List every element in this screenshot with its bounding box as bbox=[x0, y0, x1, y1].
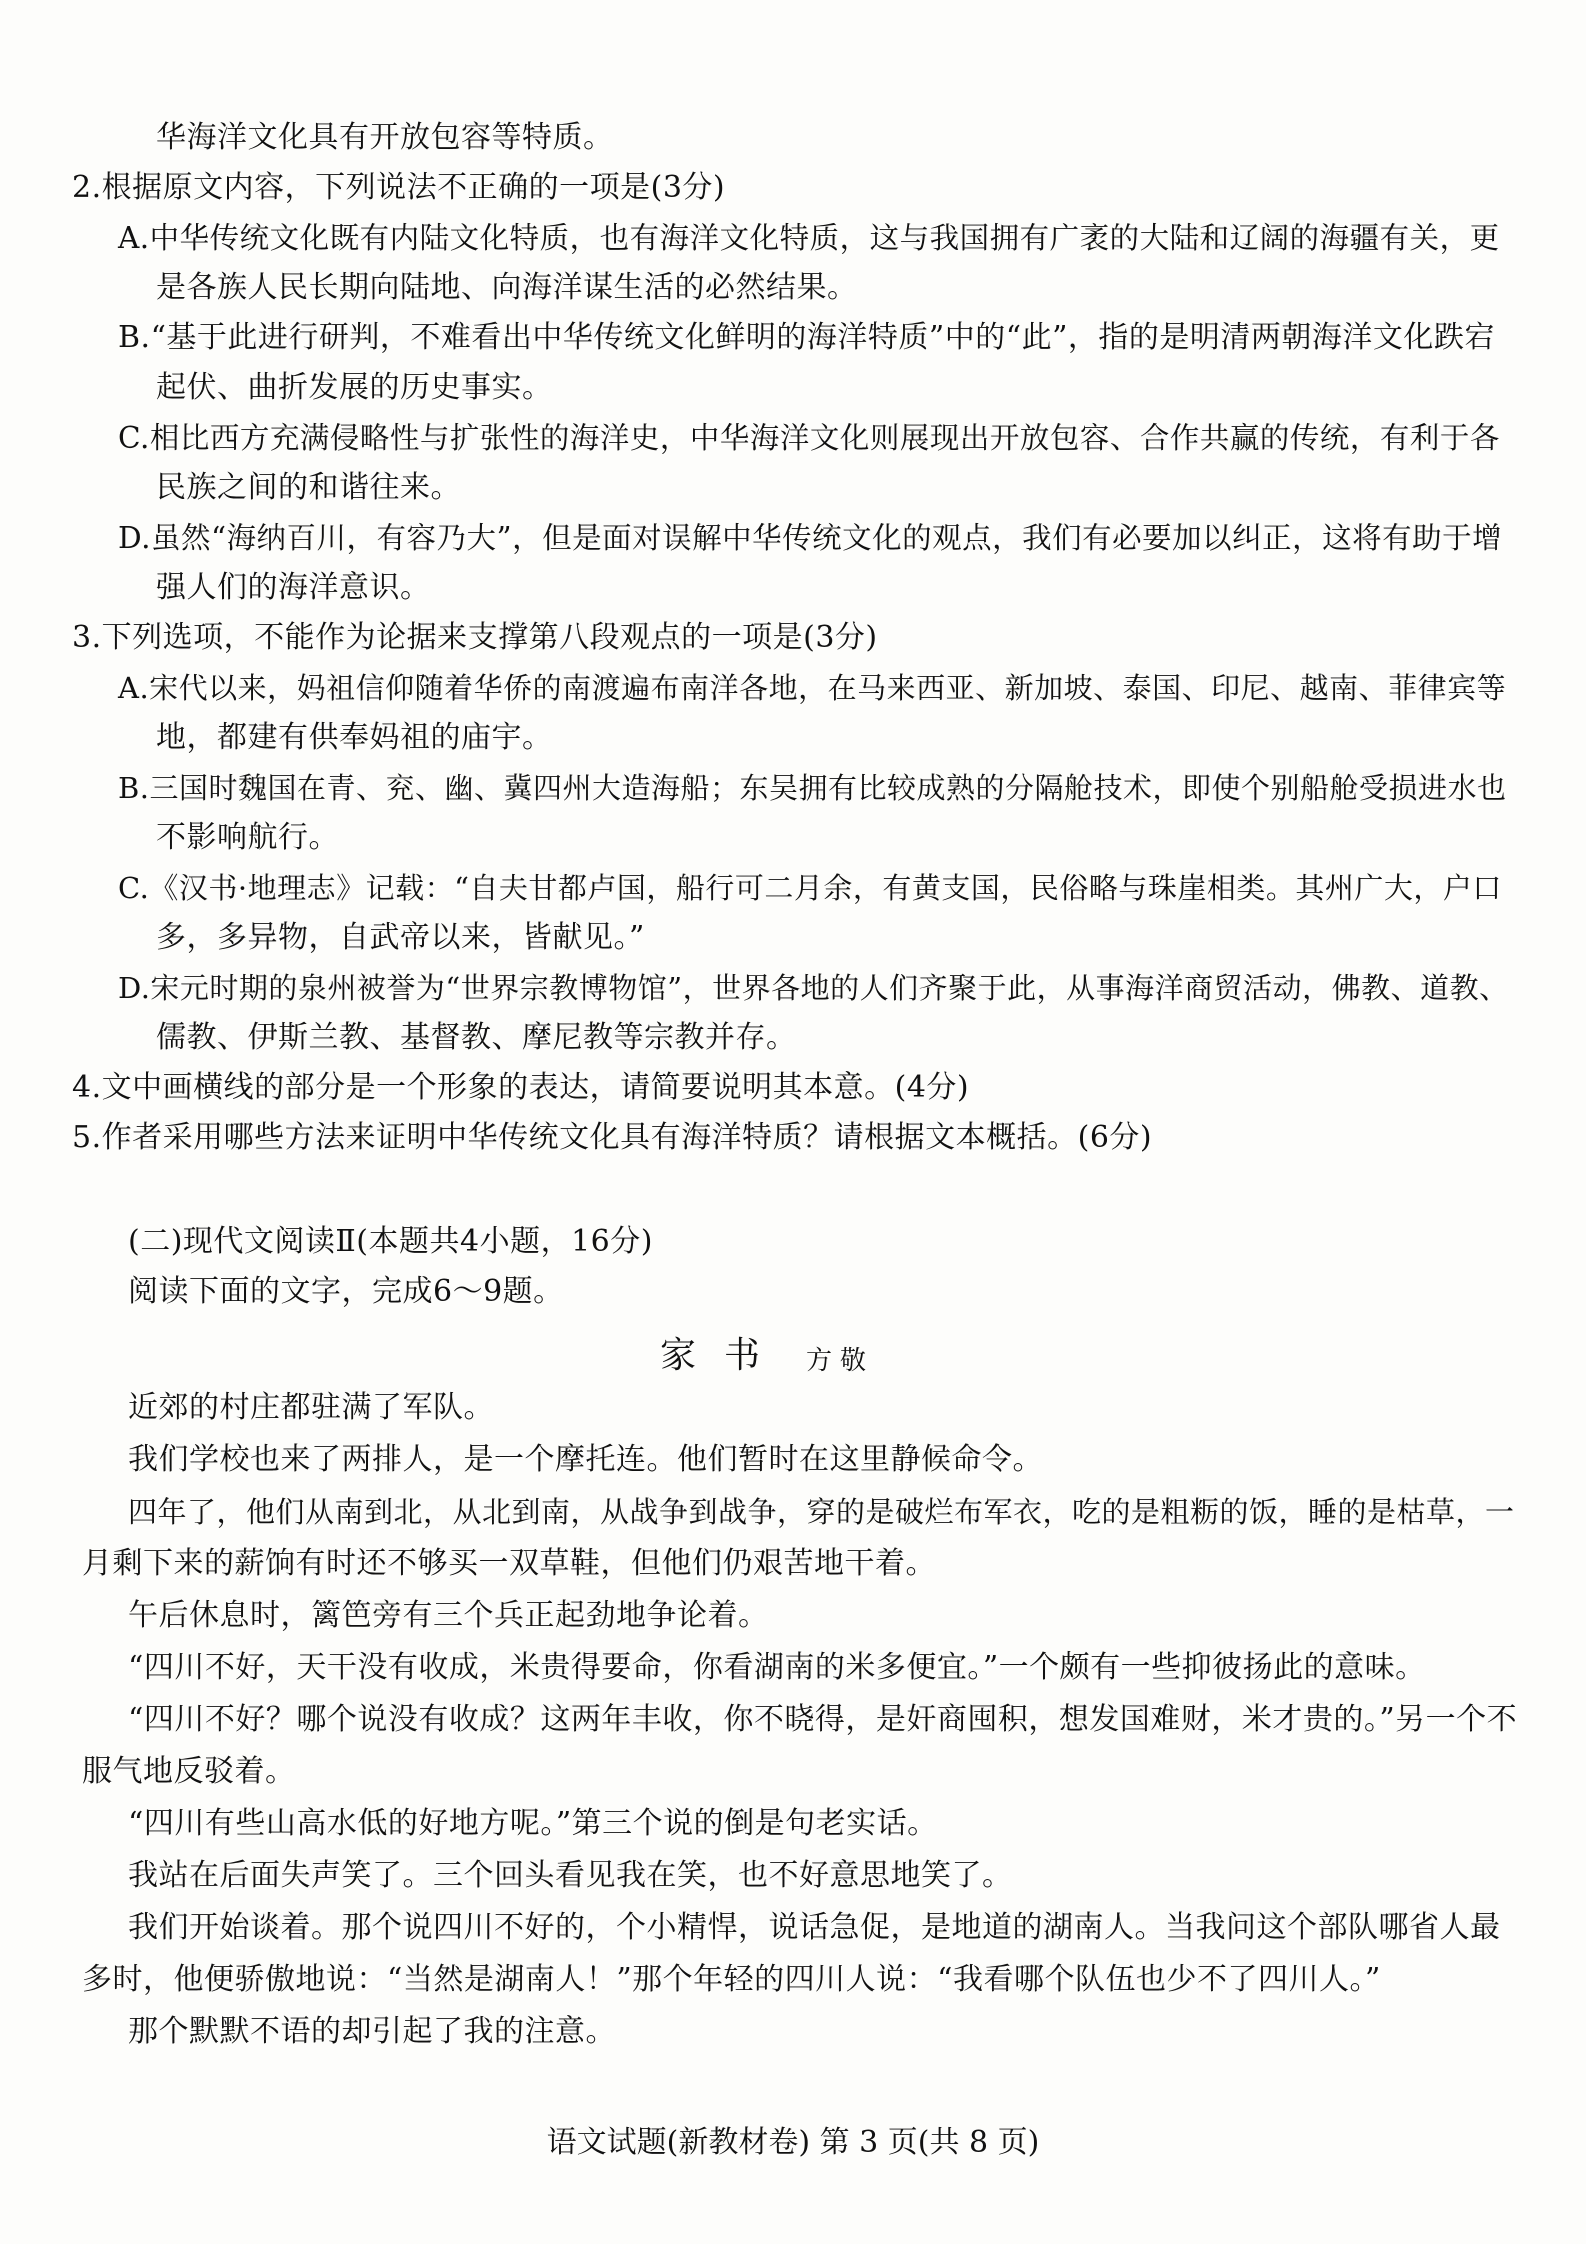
option-line: 不影响航行。 bbox=[156, 820, 339, 855]
story-paragraph: 午后休息时，篱笆旁有三个兵正起劲地争论着。 bbox=[128, 1598, 769, 1633]
question-4: 4.文中画横线的部分是一个形象的表达，请简要说明其本意。(4分) bbox=[72, 1070, 970, 1105]
story-paragraph: 多时，他便骄傲地说：“当然是湖南人！”那个年轻的四川人说：“我看哪个队伍也少不了四川人。” bbox=[82, 1962, 1381, 1997]
option-line: C.相比西方充满侵略性与扩张性的海洋史，中华海洋文化则展现出开放包容、合作共赢的传统，有利于各 bbox=[118, 421, 1500, 455]
option-line: 地，都建有供奉妈祖的庙宇。 bbox=[156, 720, 553, 755]
story-paragraph: 近郊的村庄都驻满了军队。 bbox=[128, 1390, 494, 1425]
text-line: 华海洋文化具有开放包容等特质。 bbox=[156, 120, 614, 155]
option-line: D.虽然“海纳百川，有容乃大”，但是面对误解中华传统文化的观点，我们有必要加以纠正，这将有助于增 bbox=[118, 521, 1503, 555]
reading-instruction: 阅读下面的文字，完成6～9题。 bbox=[128, 1274, 564, 1309]
option-line: 是各族人民长期向陆地、向海洋谋生活的必然结果。 bbox=[156, 270, 858, 305]
option-line: B.三国时魏国在青、兖、幽、冀四州大造海船；东吴拥有比较成熟的分隔舱技术，即使个别船舱受损进水也 bbox=[118, 771, 1507, 805]
story-paragraph: 服气地反驳着。 bbox=[82, 1754, 296, 1789]
question-2: 2.根据原文内容，下列说法不正确的一项是(3分) bbox=[72, 170, 726, 205]
story-title: 家书 bbox=[660, 1335, 789, 1376]
story-paragraph: 我们学校也来了两排人，是一个摩托连。他们暂时在这里静候命令。 bbox=[128, 1442, 1043, 1477]
story-paragraph: 我们开始谈着。那个说四川不好的，个小精悍，说话急促，是地道的湖南人。当我问这个部队哪省人最 bbox=[128, 1910, 1501, 1945]
story-paragraph: “四川不好，天干没有收成，米贵得要命，你看湖南的米多便宜。”一个颇有一些抑彼扬此的意味。 bbox=[128, 1650, 1426, 1685]
story-paragraph: 四年了，他们从南到北，从北到南，从战争到战争，穿的是破烂布军衣，吃的是粗粝的饭，睡的是枯草，一 bbox=[128, 1495, 1515, 1529]
question-5: 5.作者采用哪些方法来证明中华传统文化具有海洋特质？请根据文本概括。(6分) bbox=[72, 1120, 1153, 1155]
option-line: B.“基于此进行研判，不难看出中华传统文化鲜明的海洋特质”中的“此”，指的是明清两朝海洋文化跌宕 bbox=[118, 320, 1495, 355]
story-paragraph: 我站在后面失声笑了。三个回头看见我在笑，也不好意思地笑了。 bbox=[128, 1858, 1013, 1893]
option-line: A.中华传统文化既有内陆文化特质，也有海洋文化特质，这与我国拥有广袤的大陆和辽阔的海疆有关，更 bbox=[118, 221, 1500, 255]
option-line: 多，多异物，自武帝以来，皆献见。” bbox=[156, 920, 645, 955]
option-line: D.宋元时期的泉州被誉为“世界宗教博物馆”，世界各地的人们齐聚于此，从事海洋商贸活动，佛教、道教、 bbox=[118, 971, 1509, 1005]
section-heading: (二)现代文阅读Ⅱ(本题共4小题，16分) bbox=[128, 1224, 653, 1259]
option-line: A.宋代以来，妈祖信仰随着华侨的南渡遍布南洋各地，在马来西亚、新加坡、泰国、印尼、越南、菲律宾等 bbox=[118, 671, 1507, 705]
option-line: C.《汉书·地理志》记载：“自夫甘都卢国，船行可二月余，有黄支国，民俗略与珠崖相类。其州广大，户口 bbox=[118, 871, 1502, 905]
story-author: 方敬 bbox=[806, 1346, 875, 1376]
option-line: 强人们的海洋意识。 bbox=[156, 570, 431, 605]
story-paragraph: “四川有些山高水低的好地方呢。”第三个说的倒是句老实话。 bbox=[128, 1806, 938, 1841]
question-3: 3.下列选项，不能作为论据来支撑第八段观点的一项是(3分) bbox=[72, 620, 878, 655]
option-line: 民族之间的和谐往来。 bbox=[156, 470, 461, 505]
story-paragraph: 月剩下来的薪饷有时还不够买一双草鞋，但他们仍艰苦地干着。 bbox=[82, 1546, 936, 1581]
option-line: 儒教、伊斯兰教、基督教、摩尼教等宗教并存。 bbox=[156, 1020, 797, 1055]
option-line: 起伏、曲折发展的历史事实。 bbox=[156, 370, 553, 405]
story-paragraph: “四川不好？哪个说没有收成？这两年丰收，你不晓得，是奸商囤积，想发国难财，米才贵的。”另一个不 bbox=[128, 1702, 1518, 1737]
page-footer: 语文试题(新教材卷) 第 3 页(共 8 页) bbox=[546, 2125, 1040, 2160]
story-paragraph: 那个默默不语的却引起了我的注意。 bbox=[128, 2014, 616, 2049]
